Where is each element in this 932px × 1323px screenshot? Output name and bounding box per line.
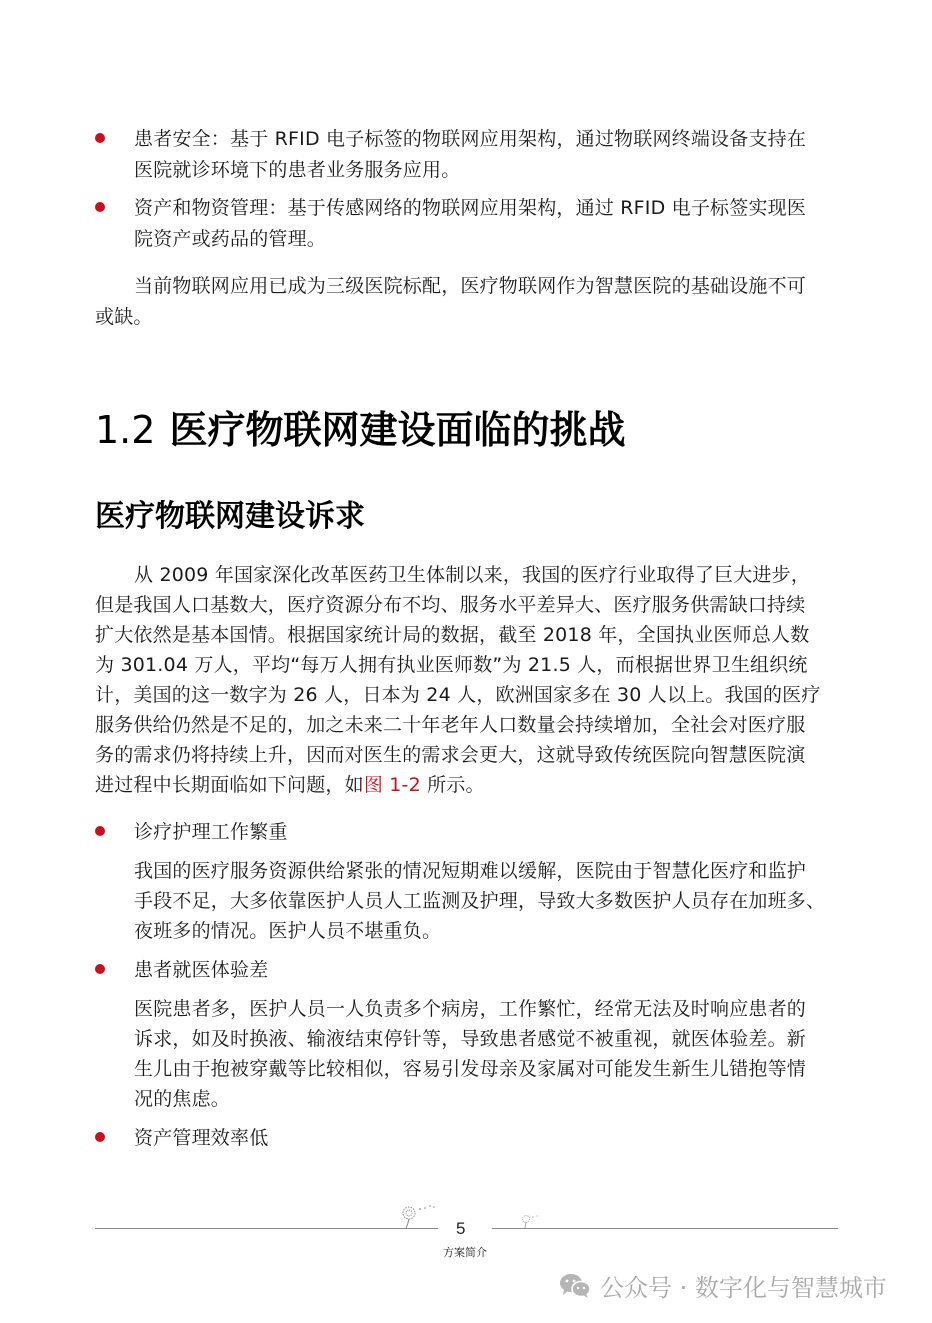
page-number: 5 xyxy=(456,1219,466,1238)
challenge-text-line: 手段不足，大多依靠医护人员人工监测及护理，导致大多数医护人员存在加班多、 xyxy=(134,890,826,912)
main-paragraph-line-1: 从 2009 年国家深化改革医药卫生体制以来，我国的医疗行业取得了巨大进步， xyxy=(134,564,811,586)
wechat-icon xyxy=(558,1272,592,1300)
main-paragraph-line-4: 为 301.04 万人，平均“每万人拥有执业医师数”为 21.5 人，而根据世界卫生组织统 xyxy=(95,654,808,676)
subsection-heading: 医疗物联网建设诉求 xyxy=(95,499,365,534)
challenge-text-line: 我国的医疗服务资源供给紧张的情况短期难以缓解，医院由于智慧化医疗和监护 xyxy=(134,860,807,882)
challenge-text-line: 生儿由于抱被穿戴等比较相似，容易引发母亲及家属对可能发生新生儿错抱等情 xyxy=(134,1058,807,1080)
challenge-title: 患者就医体验差 xyxy=(134,959,269,981)
bullet-patient-safety-line-2: 医院就诊环境下的患者业务服务应用。 xyxy=(134,159,461,181)
main-paragraph-line-5: 计，美国的这一数字为 26 人，日本为 24 人，欧洲国家多在 30 人以上。我国的医疗 xyxy=(95,684,821,706)
main-paragraph-line-3: 扩大依然是基本国情。根据国家统计局的数据，截至 2018 年，全国执业医师总人数 xyxy=(95,624,810,646)
challenge-text-line: 况的焦虑。 xyxy=(134,1088,231,1110)
challenge-text-line: 医院患者多，医护人员一人负责多个病房，工作繁忙，经常无法及时响应患者的 xyxy=(134,998,807,1020)
footer-label: 方案简介 xyxy=(443,1246,487,1259)
intro-paragraph-line-2: 或缺。 xyxy=(95,306,153,328)
bullet-icon xyxy=(95,1132,105,1142)
bullet-asset-management-line-1: 资产和物资管理：基于传感网络的物联网应用架构，通过 RFID 电子标签实现医 xyxy=(134,197,807,219)
challenge-text-line: 夜班多的情况。医护人员不堪重负。 xyxy=(134,920,442,942)
section-title: 医疗物联网建设面临的挑战 xyxy=(169,408,626,452)
challenge-title: 资产管理效率低 xyxy=(134,1127,269,1149)
bullet-icon xyxy=(95,964,105,974)
main-paragraph-last-suffix: 所示。 xyxy=(420,774,485,796)
main-paragraph-line-7: 务的需求仍将持续上升，因而对医生的需求会更大，这就导致传统医院向智慧医院演 xyxy=(95,744,806,766)
watermark-text: 公众号 · 数字化与智慧城市 xyxy=(600,1274,887,1302)
challenge-text-line: 诉求，如及时换液、输液结束停针等，导致患者感觉不被重视，就医体验差。新 xyxy=(134,1028,807,1050)
bullet-icon xyxy=(95,202,105,212)
figure-reference-link[interactable]: 图 1-2 xyxy=(363,774,421,796)
section-heading xyxy=(95,404,625,456)
bullet-icon xyxy=(95,133,105,143)
main-paragraph-line-2: 但是我国人口基数大，医疗资源分布不均、服务水平差异大、医疗服务供需缺口持续 xyxy=(95,594,806,616)
intro-paragraph-line-1: 当前物联网应用已成为三级医院标配，医疗物联网作为智慧医院的基础设施不可 xyxy=(134,275,807,297)
footer-rule-left xyxy=(95,1228,438,1229)
dandelion-icon xyxy=(398,1203,442,1229)
main-paragraph-last-prefix: 进过程中长期面临如下问题，如 xyxy=(95,774,364,796)
bullet-icon xyxy=(95,826,105,836)
main-paragraph-line-6: 服务供给仍然是不足的，加之未来二十年老年人口数量会持续增加，全社会对医疗服 xyxy=(95,714,806,736)
bullet-patient-safety-line-1: 患者安全：基于 RFID 电子标签的物联网应用架构，通过物联网终端设备支持在 xyxy=(134,128,807,150)
section-number: 1.2 xyxy=(95,408,156,452)
main-paragraph-line-8 xyxy=(95,770,485,800)
dandelion-small-icon xyxy=(520,1213,544,1229)
bullet-asset-management-line-2: 院资产或药品的管理。 xyxy=(134,228,327,250)
challenge-title: 诊疗护理工作繁重 xyxy=(134,821,288,843)
watermark xyxy=(558,1268,887,1303)
